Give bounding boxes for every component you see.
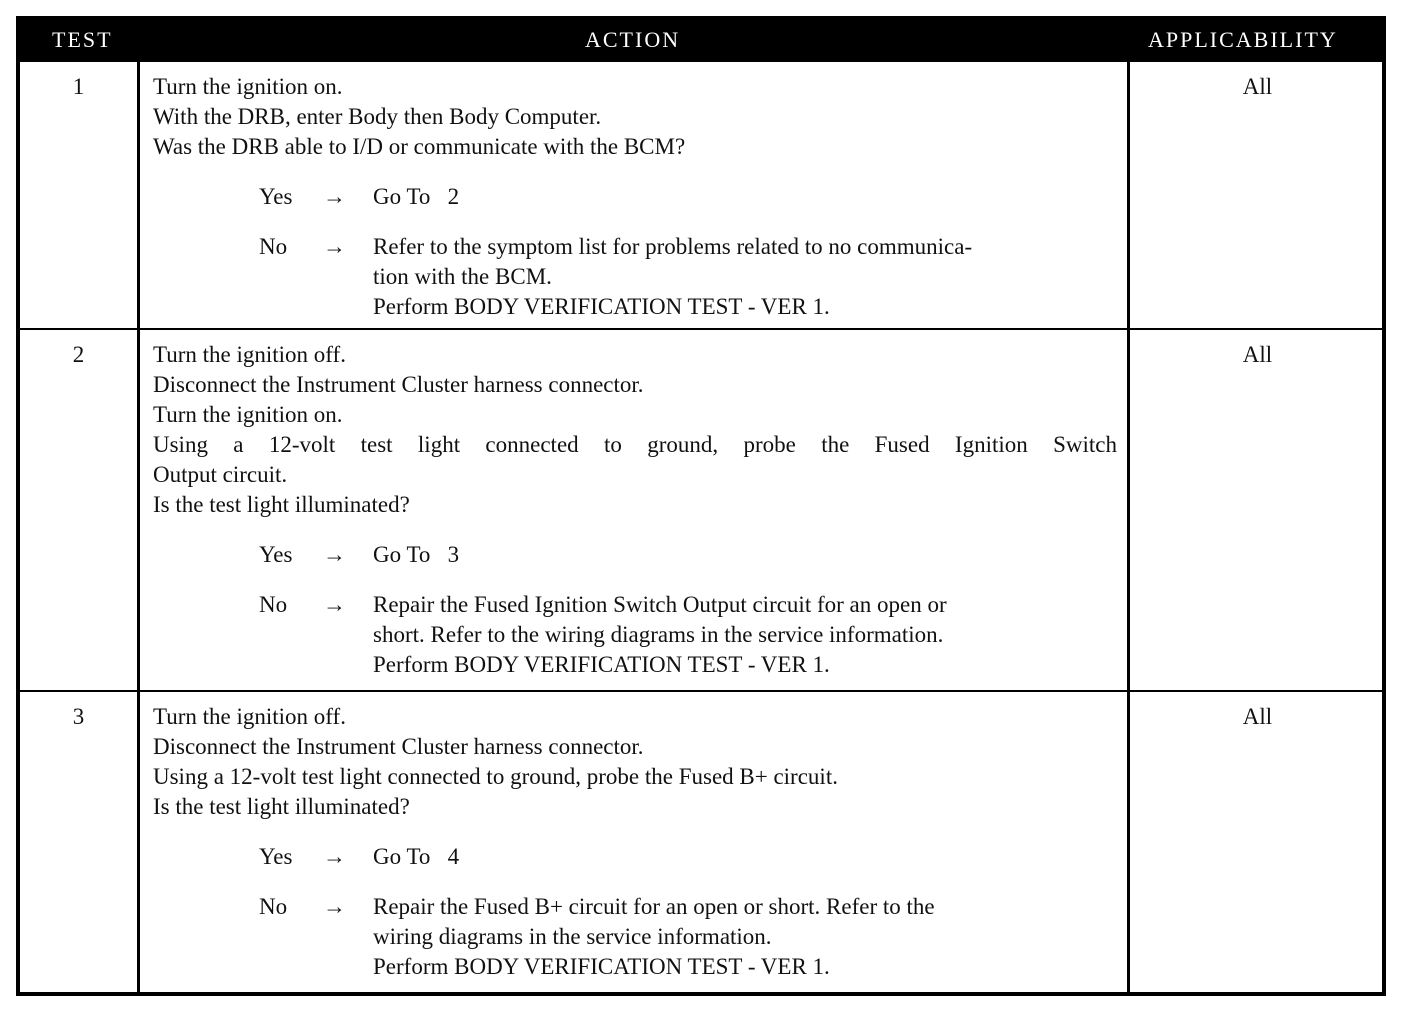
no-action-line: tion with the BCM. <box>373 264 552 289</box>
applicability-cell: All <box>1242 74 1273 99</box>
no-action-line: Perform BODY VERIFICATION TEST - VER 1. <box>373 954 830 979</box>
action-step: Is the test light illuminated? <box>153 492 410 517</box>
action-step: Is the test light illuminated? <box>153 794 410 819</box>
no-action-line: short. Refer to the wiring diagrams in the service information. <box>373 622 944 647</box>
no-branch <box>153 232 1117 322</box>
yes-label: Yes <box>259 542 293 567</box>
diagnostic-table <box>16 16 1386 996</box>
action-cell <box>143 62 1130 330</box>
test-number: 2 <box>20 330 140 692</box>
action-step: Turn the ignition on. <box>153 74 343 99</box>
applicability-cell: All <box>1242 342 1273 367</box>
action-cell <box>143 692 1130 994</box>
header-test: TEST <box>52 27 113 52</box>
yes-branch <box>153 540 1117 570</box>
action-step: Output circuit. <box>153 462 288 487</box>
no-branch <box>153 892 1117 982</box>
yes-branch <box>153 182 1117 212</box>
yes-label: Yes <box>259 844 293 869</box>
test-number: 3 <box>20 692 140 994</box>
no-action-line: wiring diagrams in the service information. <box>373 924 772 949</box>
table-row <box>20 328 1382 692</box>
no-action-line: Refer to the symptom list for problems related to no communica- <box>373 234 973 259</box>
no-label: No <box>259 234 288 259</box>
action-step: Using a 12-volt test light connected to ground, probe the Fused B+ circuit. <box>153 764 838 789</box>
no-action-line: Repair the Fused Ignition Switch Output circuit for an open or <box>373 592 947 617</box>
yes-label: Yes <box>259 184 293 209</box>
yes-action: Go To 2 <box>373 184 460 209</box>
no-action-line: Repair the Fused B+ circuit for an open or short. Refer to the <box>373 894 935 919</box>
arrow-icon: → <box>323 894 346 919</box>
arrow-icon: → <box>323 592 346 617</box>
no-action-line: Perform BODY VERIFICATION TEST - VER 1. <box>373 652 830 677</box>
arrow-icon: → <box>323 234 346 259</box>
action-step: With the DRB, enter Body then Body Computer. <box>153 104 602 129</box>
arrow-icon: → <box>323 844 346 869</box>
header-applicability: APPLICABILITY <box>1148 27 1338 52</box>
table-header <box>20 20 1382 60</box>
arrow-icon: → <box>323 542 346 567</box>
table-row <box>20 690 1382 994</box>
table-row <box>20 60 1382 330</box>
action-step: Disconnect the Instrument Cluster harness connector. <box>153 372 644 397</box>
applicability-cell: All <box>1242 704 1273 729</box>
no-label: No <box>259 894 288 919</box>
action-step: Disconnect the Instrument Cluster harness connector. <box>153 734 644 759</box>
action-cell <box>143 330 1130 692</box>
action-step: Was the DRB able to I/D or communicate with the BCM? <box>153 134 686 159</box>
arrow-icon: → <box>323 184 346 209</box>
action-step: Turn the ignition off. <box>153 704 346 729</box>
yes-action: Go To 4 <box>373 844 460 869</box>
action-step: Turn the ignition on. <box>153 402 343 427</box>
action-step: Using a 12-volt test light connected to ground, probe the Fused Ignition Switch <box>153 432 1117 457</box>
no-branch <box>153 590 1117 680</box>
no-label: No <box>259 592 288 617</box>
test-number: 1 <box>20 62 140 330</box>
action-step: Turn the ignition off. <box>153 342 346 367</box>
header-action: ACTION <box>585 27 681 52</box>
yes-branch <box>153 842 1117 872</box>
no-action-line: Perform BODY VERIFICATION TEST - VER 1. <box>373 294 830 319</box>
yes-action: Go To 3 <box>373 542 460 567</box>
